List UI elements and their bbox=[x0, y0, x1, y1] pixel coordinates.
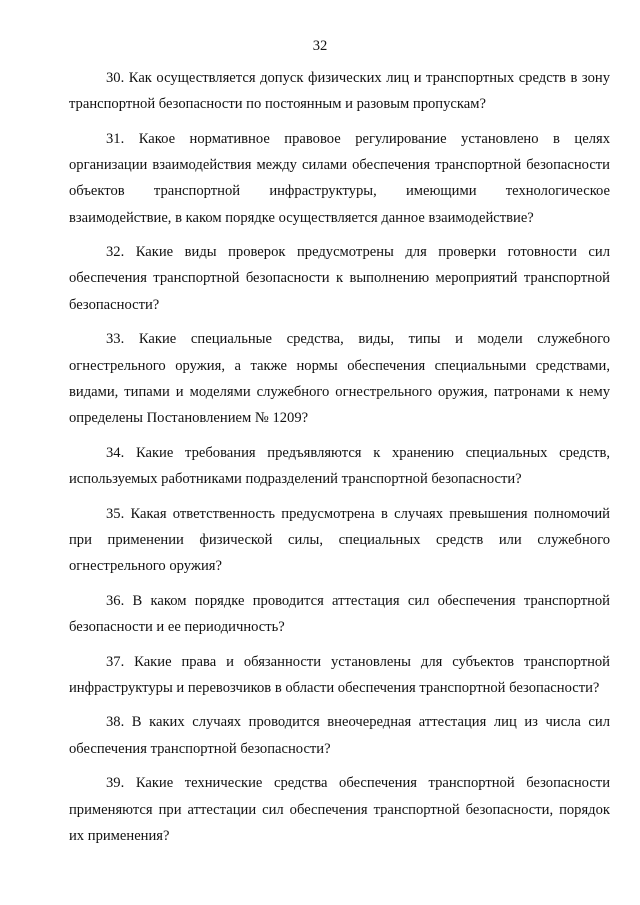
question-item: 35. Какая ответственность предусмотрена в случаях превышения полномочий при применении физической силы, специальных средств или служебного огнестрельного оружия? bbox=[69, 505, 610, 574]
page-number: 32 bbox=[312, 38, 328, 54]
question-item: 31. Какое нормативное правовое регулирование установлено в целях организации взаимодействия между силами обеспечения транспортной безопасности объектов транспортной инфраструктуры, имеющими технологическое взаимодействие, в каком порядке осуществляется данное взаимодействие? bbox=[69, 130, 610, 226]
question-item: 32. Какие виды проверок предусмотрены для проверки готовности сил обеспечения транспортной безопасности к выполнению мероприятий транспортной безопасности? bbox=[69, 244, 610, 313]
question-item: 39. Какие технические средства обеспечения транспортной безопасности применяются при аттестации сил обеспечения транспортной безопасности, порядок их применения? bbox=[69, 775, 610, 844]
question-item: 38. В каких случаях проводится внеочередная аттестация лиц из числа сил обеспечения транспортной безопасности? bbox=[69, 714, 610, 757]
question-item: 33. Какие специальные средства, виды, типы и модели служебного огнестрельного оружия, а также нормы обеспечения специальными средствами, видами, типами и моделями служебного огнестрельного оружия, патронами к нему определены Постановлением № 1209? bbox=[69, 331, 610, 426]
question-item: 37. Какие права и обязанности установлены для субъектов транспортной инфраструктуры и перевозчиков в области обеспечения транспортной безопасности? bbox=[69, 653, 610, 696]
question-item: 30. Как осуществляется допуск физических лиц и транспортных средств в зону транспортной безопасности по постоянным и разовым пропускам? bbox=[69, 70, 610, 113]
question-item: 36. В каком порядке проводится аттестация сил обеспечения транспортной безопасности и ее периодичность? bbox=[69, 592, 610, 635]
question-item: 34. Какие требования предъявляются к хранению специальных средств, используемых работниками подразделений транспортной безопасности? bbox=[69, 444, 610, 487]
question-list bbox=[69, 65, 610, 857]
